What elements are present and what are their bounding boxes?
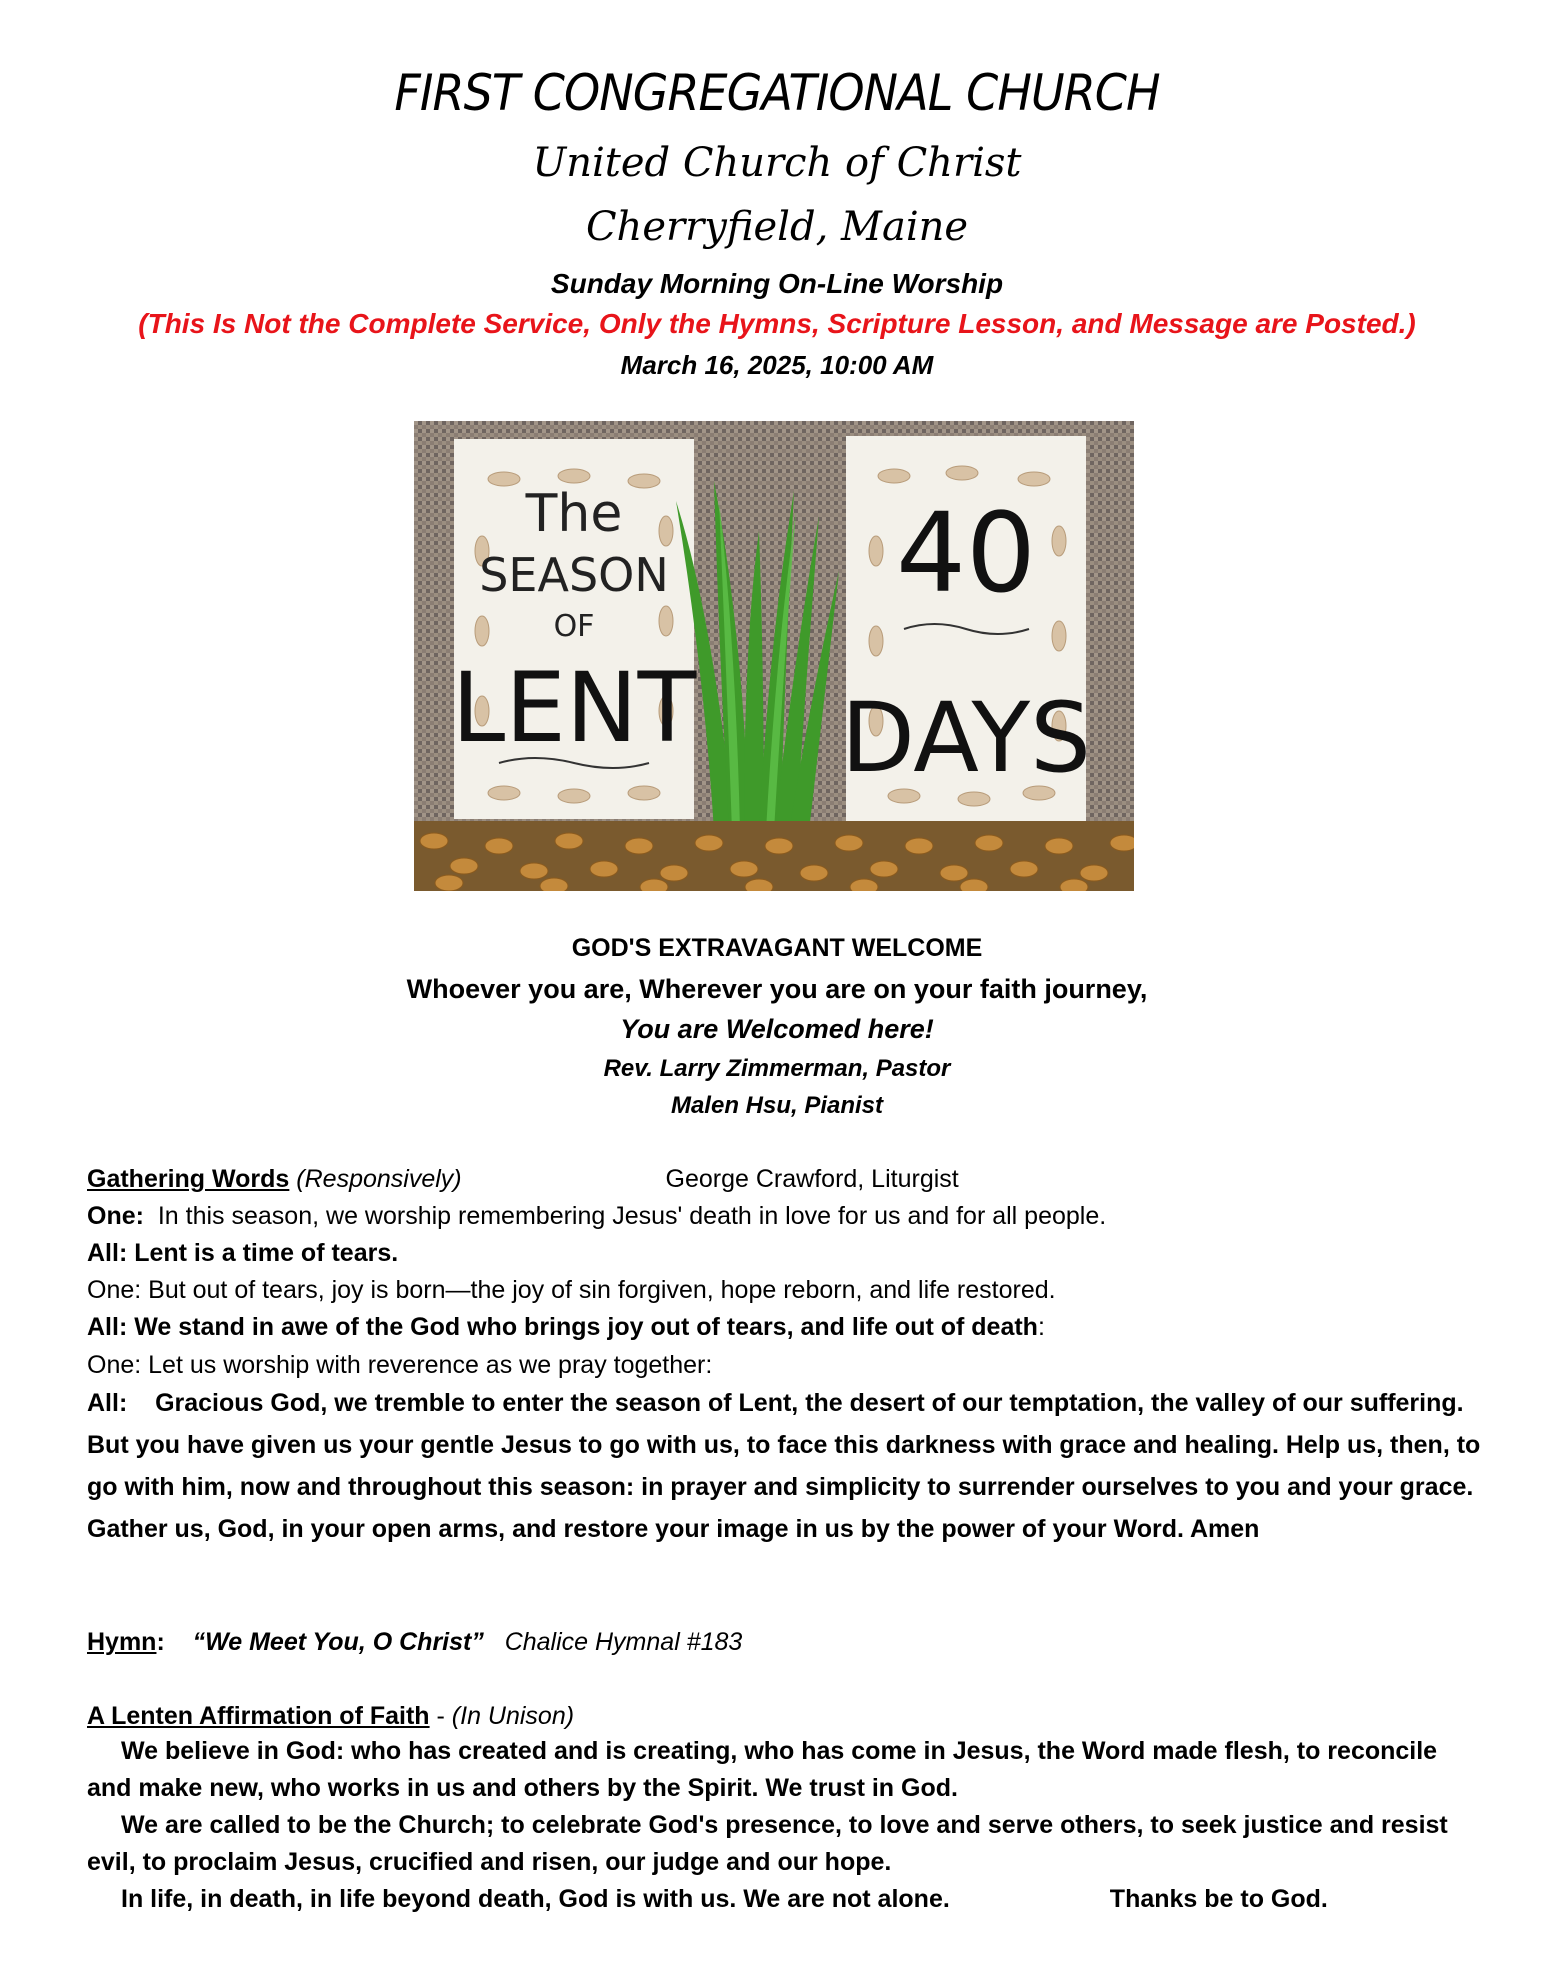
gathering-punct: :: [1037, 1313, 1045, 1341]
denomination: United Church of Christ: [532, 140, 1022, 186]
hymn-line: Hymn: “We Meet You, O Christ” Chalice Hymnal #183: [87, 1628, 743, 1656]
gathering-title: Gathering Words: [87, 1165, 290, 1193]
card-word-days: DAYS: [840, 682, 1092, 794]
hymn-source: Chalice Hymnal #183: [504, 1628, 743, 1656]
service-title: Sunday Morning On-Line Worship: [550, 268, 1004, 299]
gathering-text: In this season, we worship remembering Jesus' death in love for us and for all people.: [157, 1202, 1107, 1230]
gathering-words-heading: [87, 1160, 1487, 1198]
gathering-line: [87, 1308, 1487, 1346]
affirmation-body: [87, 1733, 1487, 1918]
pianist-credit: Malen Hsu, Pianist: [670, 1092, 884, 1119]
welcome-tagline: You are Welcomed here!: [620, 1014, 934, 1044]
hymn-title: “We Meet You, O Christ”: [192, 1628, 484, 1656]
service-note: (This Is Not the Complete Service, Only the Hymns, Scripture Lesson, and Message are Posted.): [138, 308, 1416, 339]
gathering-text: All: We stand in awe of the God who brings joy out of tears, and life out of death: [87, 1313, 1038, 1341]
affirmation-response: Thanks be to God.: [1109, 1885, 1328, 1913]
welcome-line: Whoever you are, Wherever you are on your faith journey,: [406, 974, 1148, 1004]
gathering-mode: (Responsively): [296, 1165, 462, 1193]
card-word-lent: LENT: [451, 652, 697, 764]
gathering-line: One: But out of tears, joy is born—the joy of sin forgiven, hope reborn, and life restored.: [87, 1276, 1056, 1304]
prayer-text: Gracious God, we tremble to enter the season of Lent, the desert of our temptation, the valley of our suffering. But you have given us your gentle Jesus to go with us, to face this darkness with grace and healing. Help us, then, to go with him, now and throughout this season: in prayer and simplicity to surrender ourselves to you and your grace. Gather us, God, in your open arms, and restore your image in us by the power of your Word. Amen: [87, 1389, 1481, 1543]
affirmation-paragraph: [87, 1807, 1487, 1881]
welcome-heading: GOD'S EXTRAVAGANT WELCOME: [571, 934, 983, 962]
affirmation-heading: [87, 1697, 1487, 1735]
pastor-credit: Rev. Larry Zimmerman, Pastor: [603, 1055, 951, 1082]
speaker-label: One:: [87, 1202, 144, 1230]
liturgist: George Crawford, Liturgist: [665, 1165, 959, 1193]
card-word-season: SEASON: [479, 548, 669, 602]
service-date: March 16, 2025, 10:00 AM: [620, 350, 934, 380]
church-location: Cherryfield, Maine: [585, 204, 969, 250]
gathering-line: One: Let us worship with reverence as we pray together:: [87, 1351, 713, 1379]
affirmation-mode: (In Unison): [451, 1702, 575, 1730]
affirmation-text: We believe in God: who has created and is creating, who has come in Jesus, the Word made flesh, to reconcile and make new, who works in us and others by the Spirit. We trust in God.: [87, 1737, 1438, 1802]
gathering-line: [87, 1197, 1487, 1235]
gathering-prayer: [87, 1382, 1487, 1550]
card-word-the: The: [525, 484, 623, 544]
affirmation-text: In life, in death, in life beyond death, God is with us. We are not alone.: [121, 1885, 950, 1913]
affirmation-text: We are called to be the Church; to celebrate God's presence, to love and serve others, to seek justice and resist evil, to proclaim Jesus, crucified and risen, our judge and our hope.: [87, 1811, 1448, 1876]
speaker-label: All:: [87, 1389, 128, 1417]
affirmation-dash: -: [429, 1702, 452, 1730]
church-name: FIRST CONGREGATIONAL CHURCH: [394, 64, 1160, 122]
affirmation-paragraph: [87, 1733, 1487, 1807]
card-word-of: OF: [553, 609, 595, 644]
affirmation-title: A Lenten Affirmation of Faith: [87, 1702, 430, 1730]
hymn-label: Hymn: [87, 1628, 157, 1656]
card-number-40: 40: [896, 489, 1036, 617]
season-of-lent-image: [414, 421, 1134, 891]
affirmation-paragraph: [87, 1881, 1487, 1918]
gathering-line: All: Lent is a time of tears.: [87, 1239, 399, 1267]
